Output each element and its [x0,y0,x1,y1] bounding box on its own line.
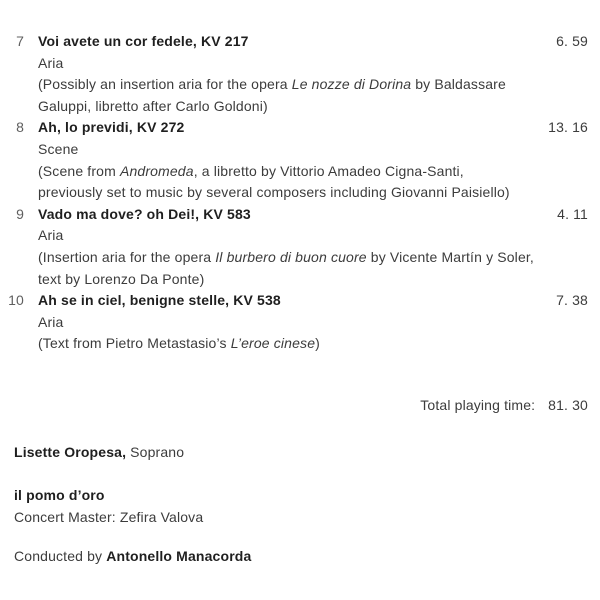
track-head [16,31,588,53]
track-number: 8 [16,119,24,136]
track-duration: 4. 11 [557,205,588,222]
track-head [16,204,588,226]
track-note: (Scene from Andromeda, a libretto by Vittorio Amadeo Cigna-Santi, previously set to music by several composers including Giovanni Paisiello) [38,162,510,201]
concert-master-credit: Concert Master: Zefira Valova [14,508,204,525]
track-duration: 7. 38 [556,292,588,309]
tracklist [8,0,588,355]
track-duration: 6. 59 [556,33,588,49]
track-head [8,290,588,312]
track-title: Voi avete un cor fedele, KV 217 [38,33,249,49]
artist-credit: Lisette Oropesa, Soprano [14,443,185,460]
track-row [8,290,588,355]
track-note: (Possibly an insertion aria for the opera Le nozze di Dorina by Baldassare Galuppi, libretto after Carlo Goldoni) [38,76,506,114]
track-number: 10 [8,292,24,309]
track-row [14,204,588,290]
total-playing-time-label: Total playing time: [420,396,536,413]
track-type: Aria [38,313,64,330]
track-number: 9 [16,205,24,222]
track-note: (Text from Pietro Metastasio’s L’eroe cinese) [38,335,320,352]
track-number: 7 [16,33,24,49]
track-head [16,117,588,139]
track-type: Scene [38,140,79,157]
track-title: Vado ma dove? oh Dei!, KV 583 [38,205,251,222]
track-row [14,117,588,203]
track-type: Aria [38,227,64,244]
track-row [14,31,588,117]
track-note: (Insertion aria for the opera Il burbero di buon cuore by Vicente Martín y Soler, text by Lorenzo Da Ponte) [38,248,534,287]
track-title: Ah, lo previdi, KV 272 [38,119,185,136]
ensemble-credit [14,485,588,528]
ensemble-name: il pomo d’oro [14,487,105,504]
total-playing-time-value: 81. 30 [548,396,588,413]
track-title: Ah se in ciel, benigne stelle, KV 538 [38,292,281,309]
conductor-credit: Conducted by Antonello Manacorda [14,548,252,565]
total-playing-time [14,395,588,417]
track-type: Aria [38,54,64,71]
track-duration: 13. 16 [548,119,588,136]
